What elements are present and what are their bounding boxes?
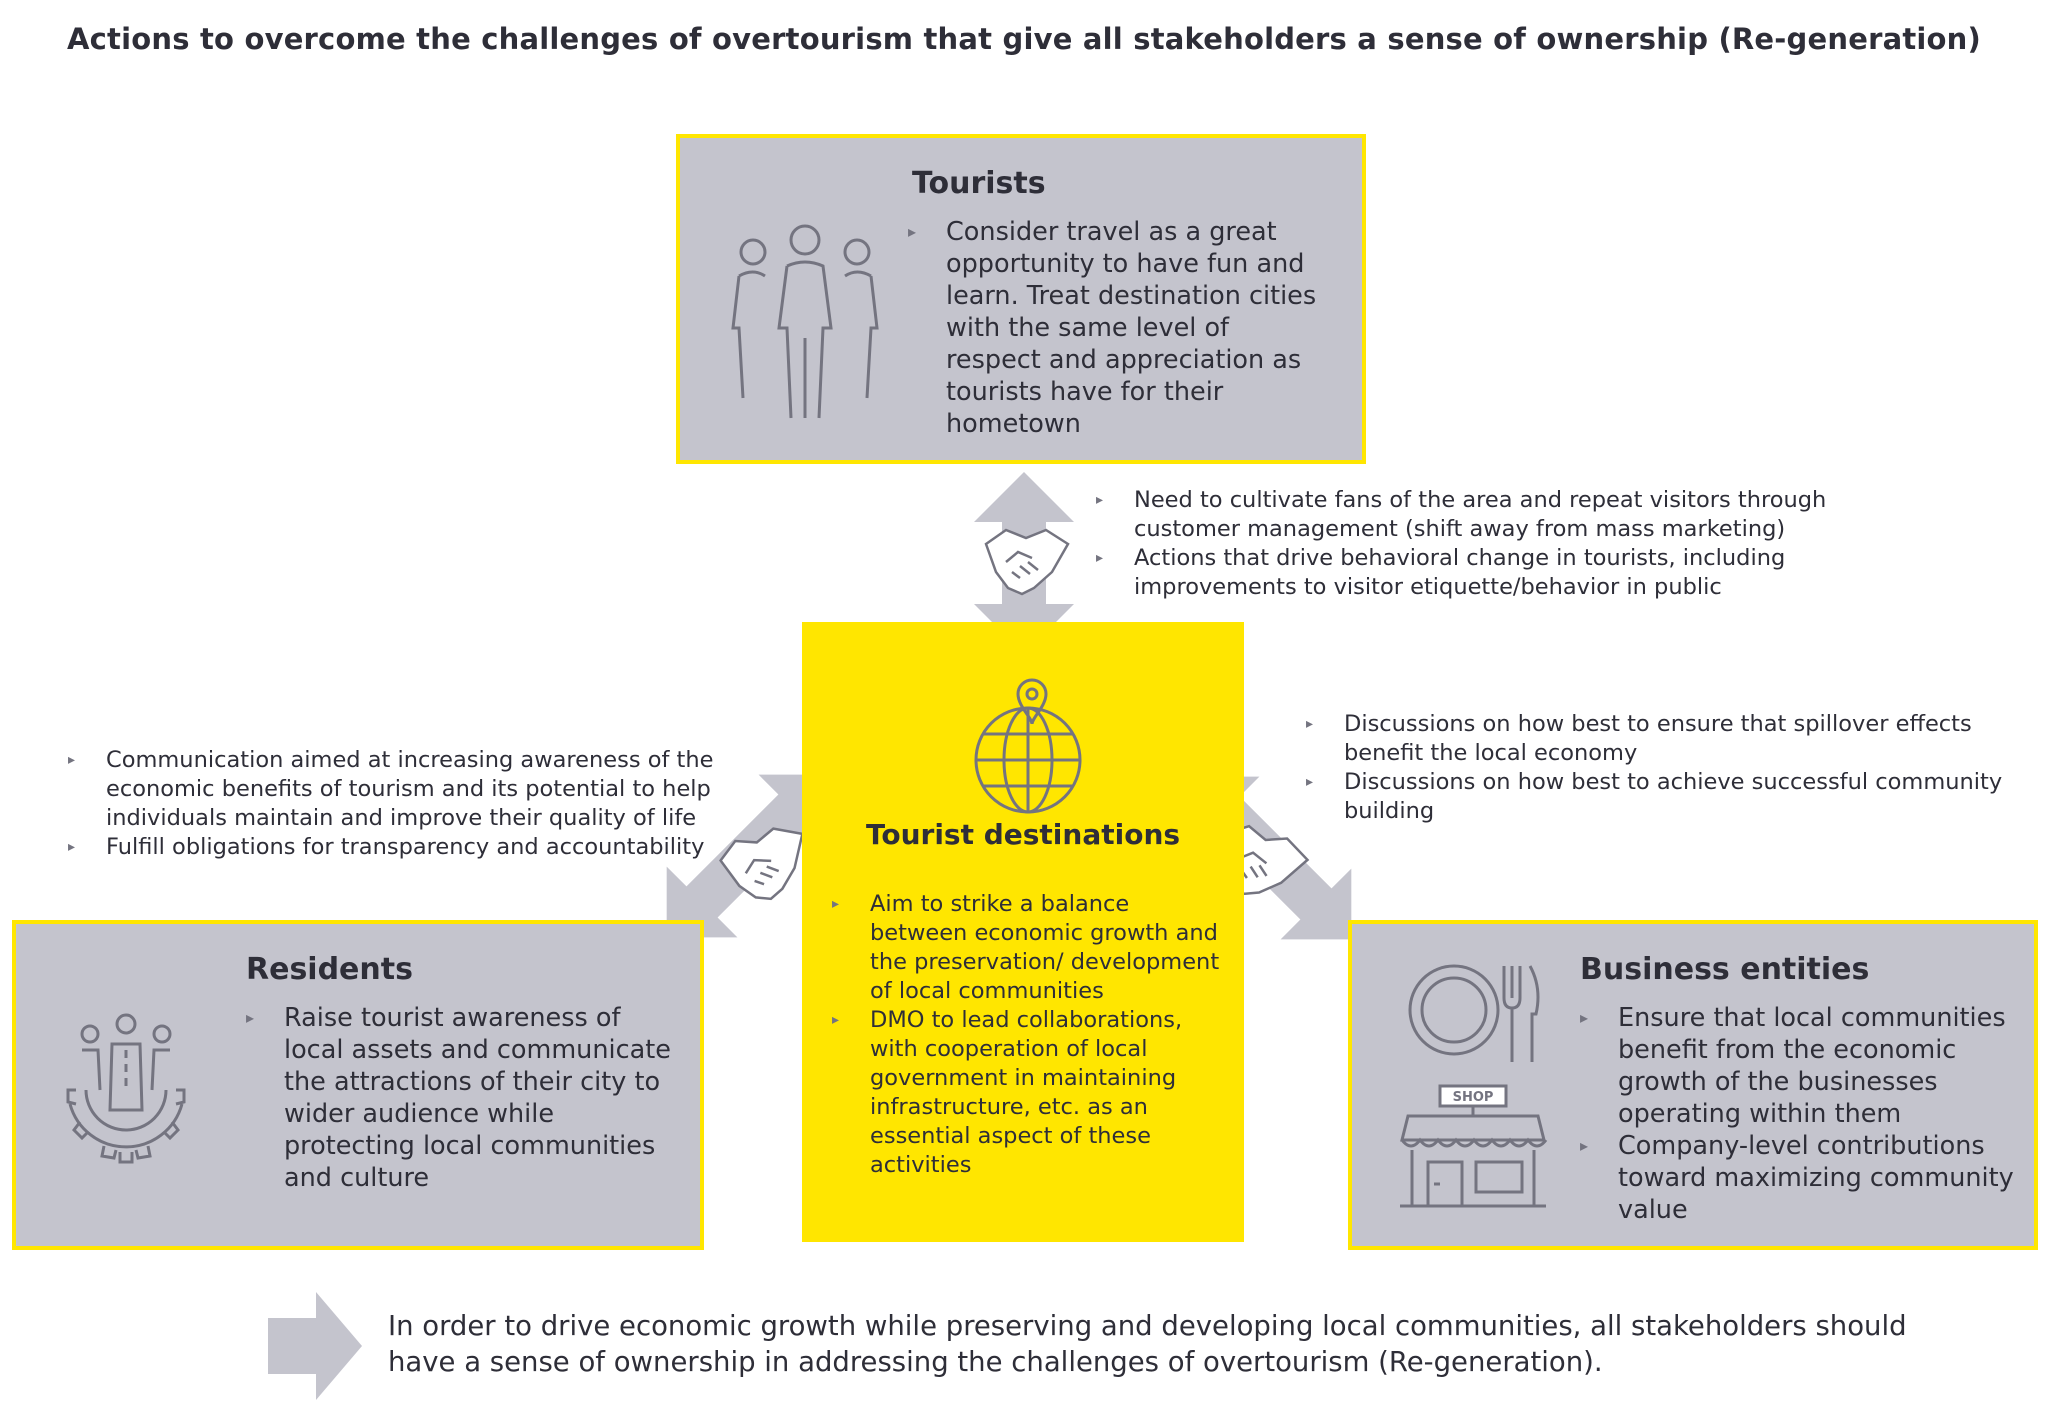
shop-icon xyxy=(1398,1084,1548,1214)
destinations-bullet: ▸ Aim to strike a balance between economic growth and the preservation/ development of local communities xyxy=(832,890,1232,1006)
destinations-bullets xyxy=(832,890,1232,1180)
footer-text: In order to drive economic growth while preserving and developing local communities, all stakeholders should have a sense of ownership in addressing the challenges of overtourism (Re-generation). xyxy=(388,1310,1907,1378)
destinations-bullet: ▸ DMO to lead collaborations, with cooperation of local government in maintaining infrastructure, etc. as an essential aspect of these activities xyxy=(832,1006,1232,1180)
residents-box xyxy=(12,920,704,1250)
people-group-icon xyxy=(725,218,885,388)
residents-bullet: ▸ Raise tourist awareness of local assets and communicate the attractions of their city to wider audience while protecting local communities and culture xyxy=(246,1002,676,1194)
handshake-icon xyxy=(982,522,1072,602)
residents-bullets xyxy=(246,1002,676,1194)
plate-cutlery-icon xyxy=(1408,958,1538,1068)
link-business-bullet: ▸ Discussions on how best to achieve successful community building xyxy=(1306,768,2026,826)
link-residents-bullet: ▸ Fulfill obligations for transparency and accountability xyxy=(68,833,728,862)
business-box xyxy=(1348,920,2038,1250)
business-bullets xyxy=(1580,1002,2020,1226)
tourists-box xyxy=(676,134,1366,464)
community-gear-icon xyxy=(56,1010,196,1180)
destinations-box xyxy=(802,622,1244,1242)
link-tourists-bullet: ▸ Actions that drive behavioral change in tourists, including improvements to visitor etiquette/behavior in public xyxy=(1096,544,1916,602)
globe-pin-icon xyxy=(972,668,1092,808)
tourists-title: Tourists xyxy=(912,166,1046,201)
residents-title: Residents xyxy=(246,952,413,987)
tourists-bullets xyxy=(908,216,1328,440)
link-business-bullets xyxy=(1306,710,2026,826)
link-tourists-bullet: ▸ Need to cultivate fans of the area and repeat visitors through customer management (shift away from mass marketing) xyxy=(1096,486,1916,544)
business-bullet: ▸ Ensure that local communities benefit from the economic growth of the businesses operating within them xyxy=(1580,1002,2020,1130)
business-bullet: ▸ Company-level contributions toward maximizing community value xyxy=(1580,1130,2020,1226)
link-residents-bullets xyxy=(68,746,728,862)
shop-label: SHOP xyxy=(1452,1090,1494,1105)
arrow-right-icon xyxy=(268,1292,364,1400)
destinations-title: Tourist destinations xyxy=(865,818,1181,851)
link-residents-bullet: ▸ Communication aimed at increasing awareness of the economic benefits of tourism and its potential to help individuals maintain and improve their quality of life xyxy=(68,746,728,833)
link-business-bullet: ▸ Discussions on how best to ensure that spillover effects benefit the local economy xyxy=(1306,710,2026,768)
business-title: Business entities xyxy=(1580,952,1870,987)
link-tourists-bullets xyxy=(1096,486,1916,602)
page-title: Actions to overcome the challenges of overtourism that give all stakeholders a sense of ownership (Re-generation) xyxy=(67,22,1981,56)
tourists-bullet: ▸ Consider travel as a great opportunity to have fun and learn. Treat destination cities with the same level of respect and appreciation as tourists have for their hometown xyxy=(908,216,1328,440)
